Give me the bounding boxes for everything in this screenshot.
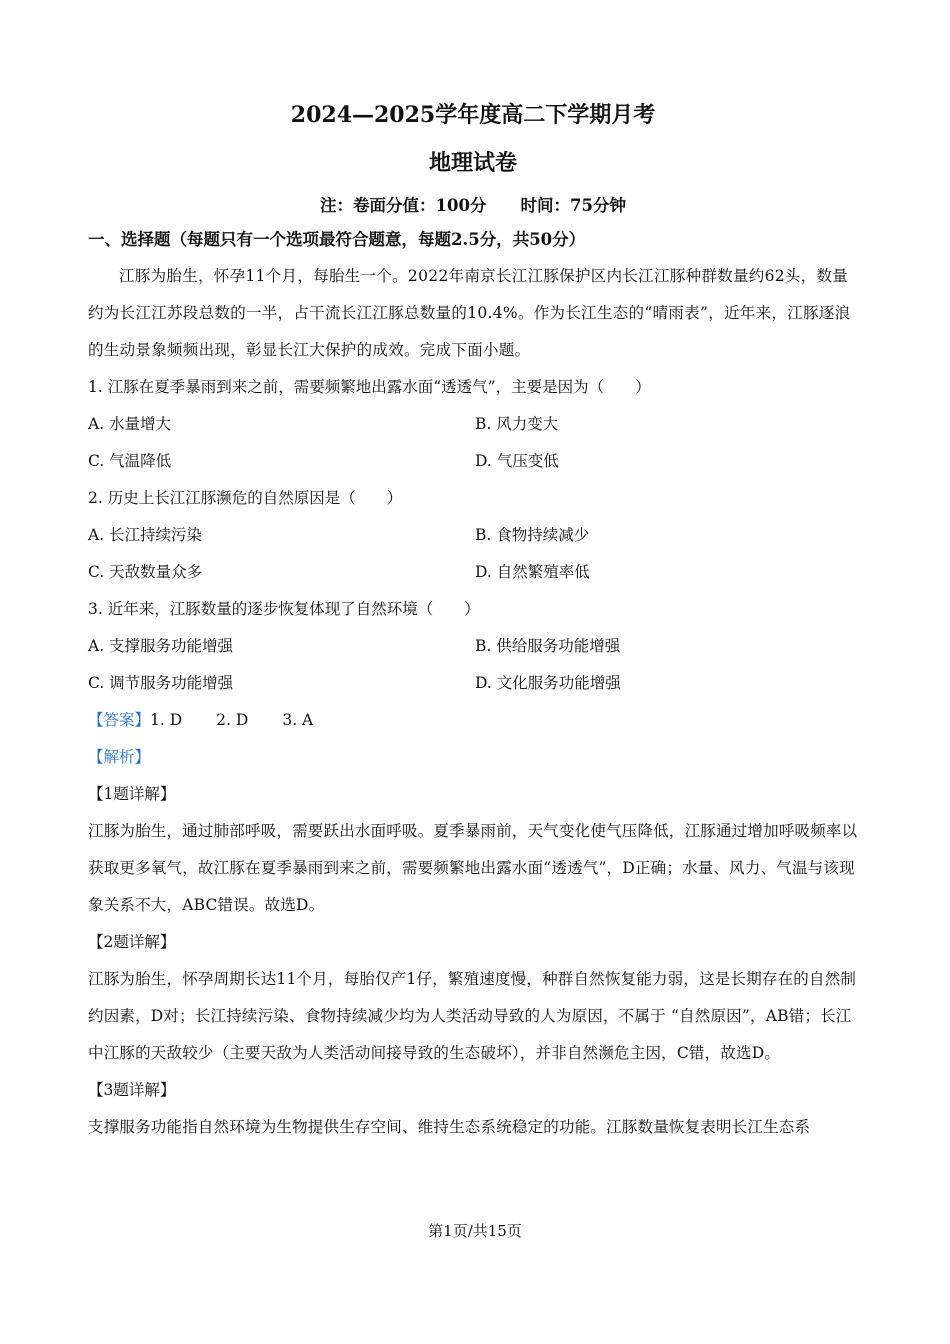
detail-3-text: 支撑服务功能指自然环境为生物提供生存空间、维持生态系统稳定的功能。江豚数量恢复表明长江生态系 <box>88 1118 811 1136</box>
question-3-option-b: B. 供给服务功能增强 <box>475 637 621 655</box>
question-2-stem: 2. 历史上长江江豚濒危的自然原因是（ ） <box>88 489 403 507</box>
question-2-option-a: A. 长江持续污染 <box>88 526 203 544</box>
detail-2-header: 【2题详解】 <box>88 933 176 951</box>
question-1-stem: 1. 江豚在夏季暴雨到来之前，需要频繁地出露水面“透透气”，主要是因为（ ） <box>88 378 651 396</box>
answer-1: 1. D <box>150 711 183 729</box>
subject-title: 地理试卷 <box>428 150 517 176</box>
exam-title: 2024—2025学年度高二下学期月考 <box>290 102 656 128</box>
question-2-option-c: C. 天敌数量众多 <box>88 563 203 581</box>
detail-1-text: 江豚为胎生，通过肺部呼吸，需要跃出水面呼吸。夏季暴雨前，天气变化使气压降低，江豚通过增加呼吸频率以获取更多氧气，故江豚在夏季暴雨到来之前，需要频繁地出露水面“透透气”，D正确；水量、风力、气温与该现象关系不大，ABC错误。故选D。 <box>88 822 858 914</box>
question-2-options-row1 <box>88 517 858 554</box>
question-2-option-b: B. 食物持续减少 <box>475 526 590 544</box>
question-1-option-b: B. 风力变大 <box>475 415 559 433</box>
answer-2: 2. D <box>216 711 249 729</box>
detail-2-text: 江豚为胎生，怀孕周期长达11个月，每胎仅产1仔，繁殖速度慢，种群自然恢复能力弱，这是长期存在的自然制约因素，D对；长江持续污染、食物持续减少均为人类活动导致的人为原因，不属于 “自然原因”，AB错；长江中江豚的天敌较少（主要天敌为人类活动间接导致的生态破坏），并非自然濒危主因，C错，故选D。 <box>88 970 857 1062</box>
reading-passage: 江豚为胎生，怀孕11个月，每胎生一个。2022年南京长江江豚保护区内长江江豚种群数量约62头，数量约为长江江苏段总数的一半，占干流长江江豚总数量的10.4%。作为长江生态的“晴雨表”，近年来，江豚逐浪的生动景象频频出现，彰显长江大保护的成效。完成下面小题。 <box>88 267 851 359</box>
time-note: 时间：75分钟 <box>520 196 626 215</box>
question-1-option-c: C. 气温降低 <box>88 452 172 470</box>
score-note: 注：卷面分值：100分 <box>320 196 487 215</box>
question-1-option-a: A. 水量增大 <box>88 415 172 433</box>
question-2-option-d: D. 自然繁殖率低 <box>475 563 590 581</box>
question-3-option-d: D. 文化服务功能增强 <box>475 674 621 692</box>
question-3-stem: 3. 近年来，江豚数量的逐步恢复体现了自然环境（ ） <box>88 600 480 618</box>
answer-label: 【答案】 <box>88 711 151 729</box>
analysis-label: 【解析】 <box>88 748 151 766</box>
question-3-option-a: A. 支撑服务功能增强 <box>88 637 234 655</box>
answer-line <box>88 702 858 739</box>
question-1-options-row1 <box>88 406 858 443</box>
section-title: 一、选择题（每题只有一个选项最符合题意，每题2.5分，共50分） <box>88 229 586 249</box>
question-3-options-row2 <box>88 665 858 702</box>
answer-3: 3. A <box>282 711 314 729</box>
question-1-options-row2 <box>88 443 858 480</box>
detail-1-header: 【1题详解】 <box>88 785 176 803</box>
question-3-option-c: C. 调节服务功能增强 <box>88 674 234 692</box>
page-footer: 第1页/共15页 <box>428 1222 522 1240</box>
question-1-option-d: D. 气压变低 <box>475 452 559 470</box>
detail-3-header: 【3题详解】 <box>88 1081 176 1099</box>
exam-note <box>88 198 858 215</box>
question-2-options-row2 <box>88 554 858 591</box>
question-3-options-row1 <box>88 628 858 665</box>
